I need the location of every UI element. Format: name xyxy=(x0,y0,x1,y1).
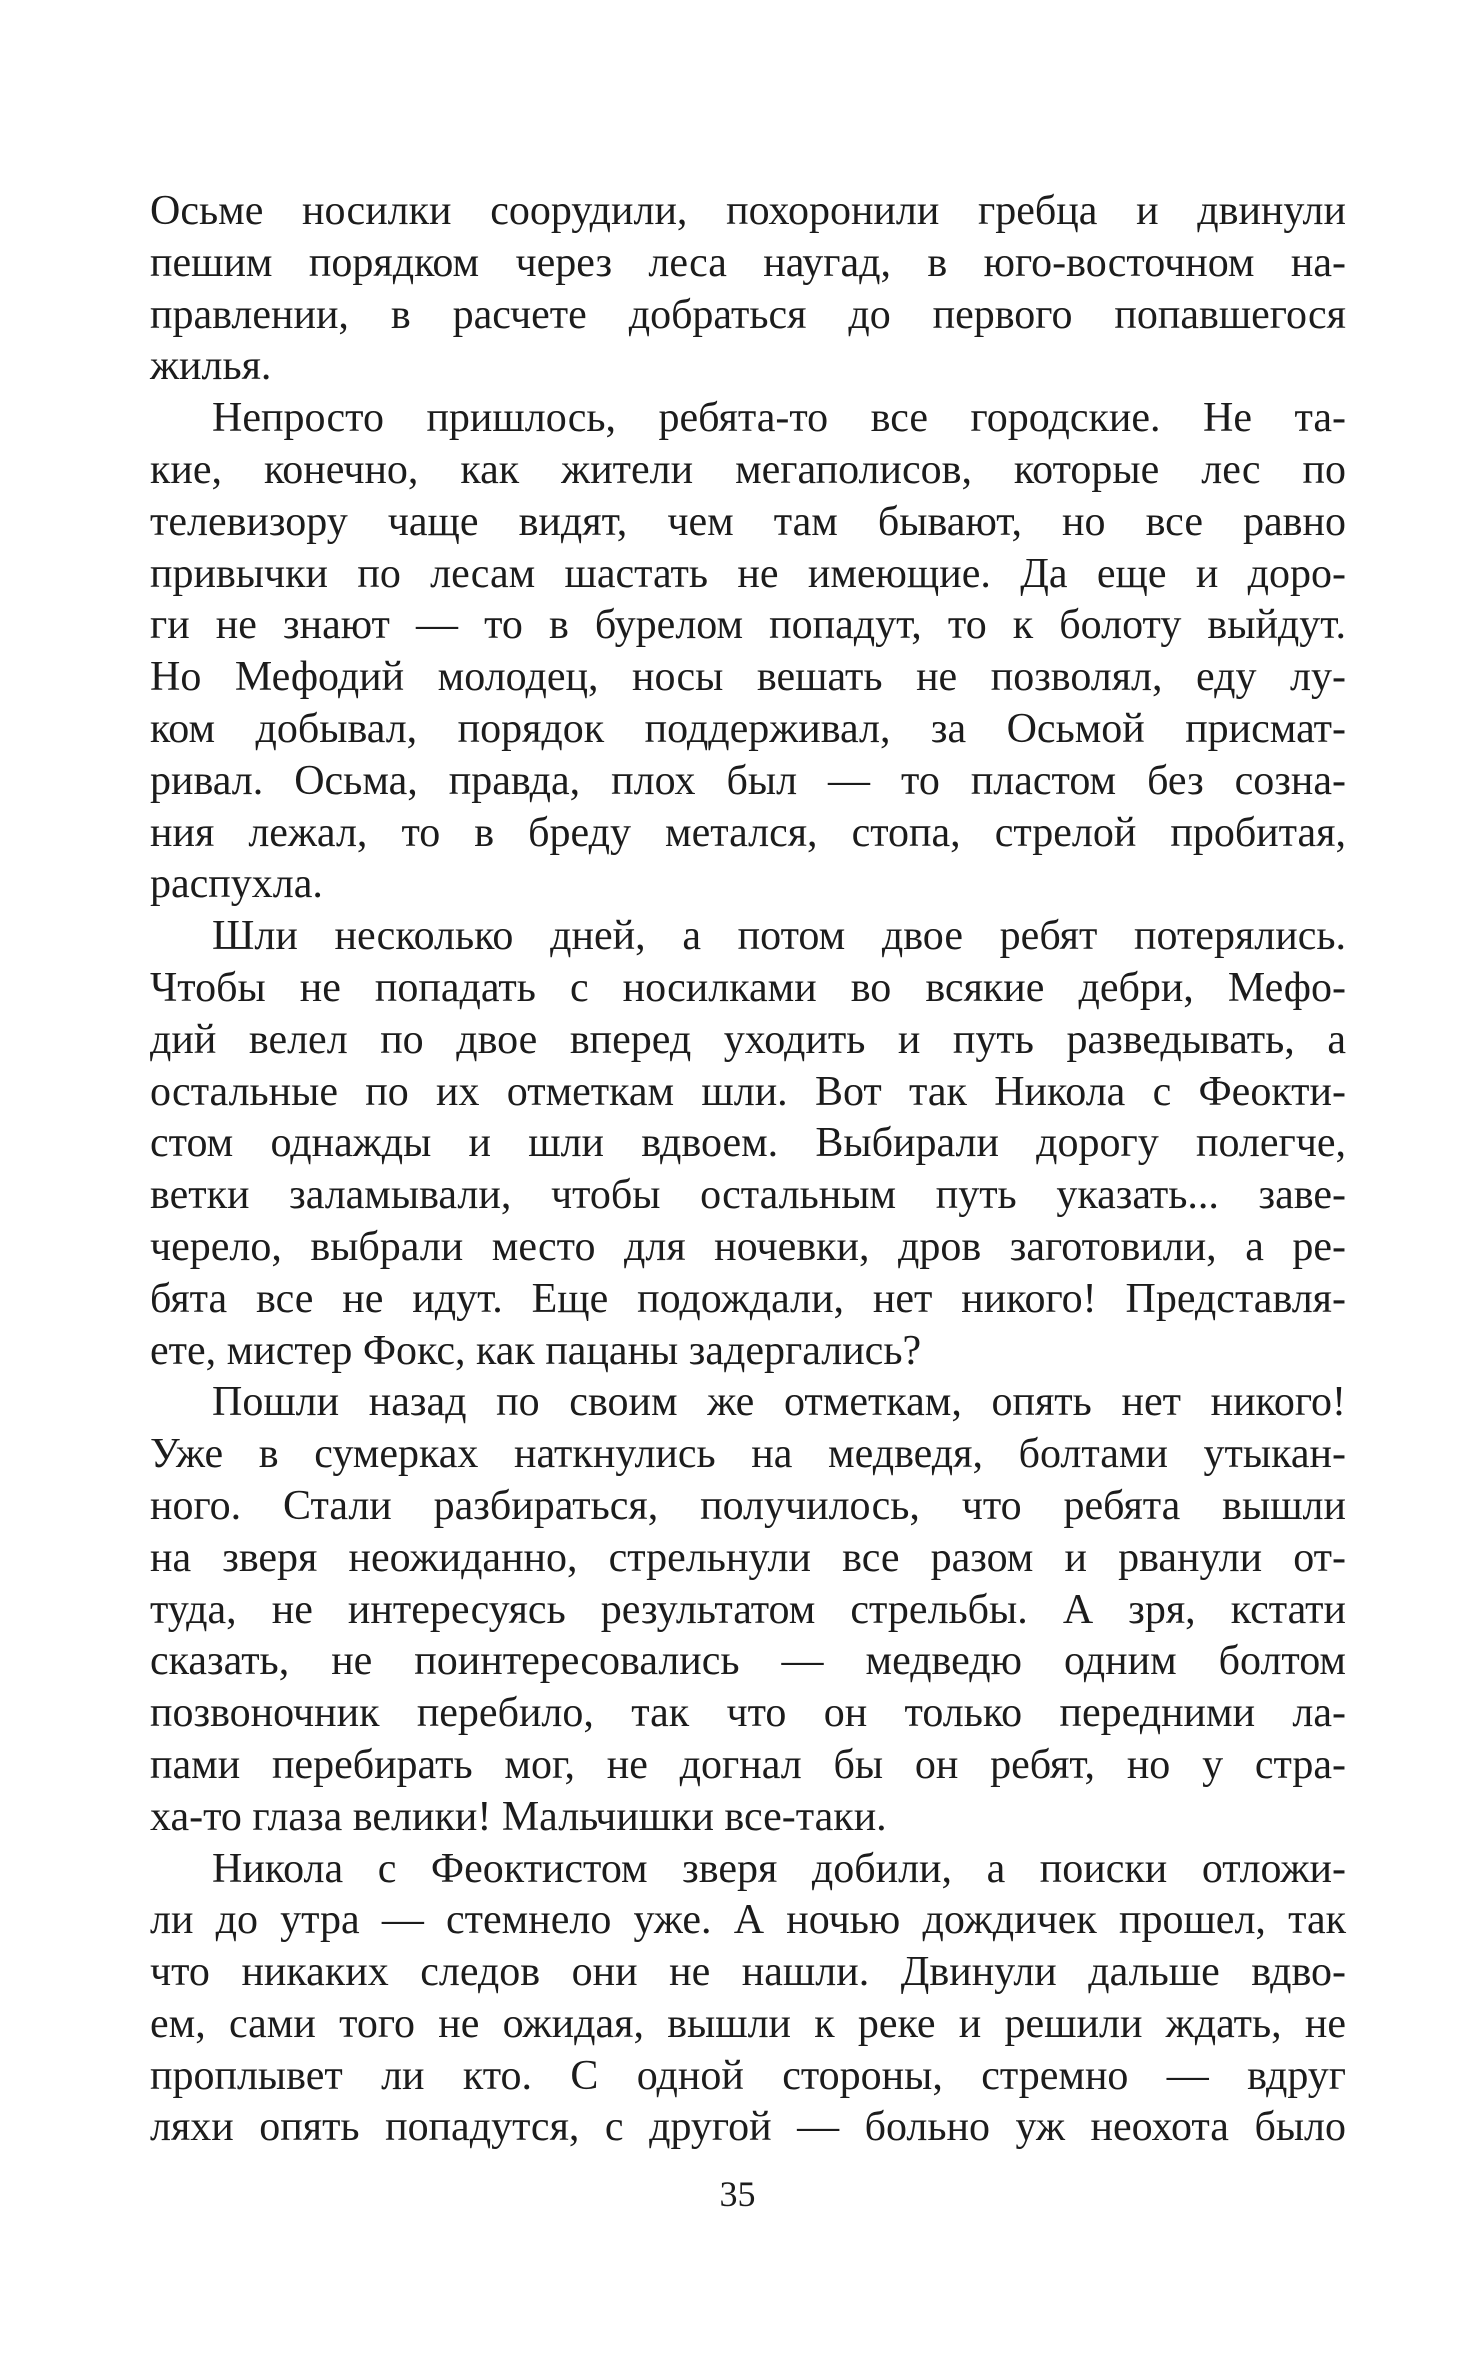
text-line: Шли несколько дней, а потом двое ребят потерялись. xyxy=(212,913,1346,960)
text-line: правлении, в расчете добраться до первого попавшегося xyxy=(150,291,1346,338)
text-line: Но Мефодий молодец, носы вешать не позволял, еду лу- xyxy=(150,654,1346,701)
text-line: что никаких следов они не нашли. Двинули дальше вдво- xyxy=(150,1949,1346,1996)
text-line: Пошли назад по своим же отметкам, опять нет никого! xyxy=(212,1379,1346,1426)
text-line: Чтобы не попадать с носилками во всякие дебри, Мефо- xyxy=(150,964,1346,1011)
text-line: ветки заламывали, чтобы остальным путь указать... заве- xyxy=(150,1172,1346,1219)
text-line: ния лежал, то в бреду метался, стопа, стрелой пробитая, xyxy=(150,809,1346,856)
page-number: 35 xyxy=(719,2174,756,2214)
text-line: ривал. Осьма, правда, плох был — то пластом без созна- xyxy=(150,757,1346,804)
text-line: на зверя неожиданно, стрельнули все разом и рванули от- xyxy=(150,1534,1346,1581)
text-line: туда, не интересуясь результатом стрельбы. А зря, кстати xyxy=(150,1586,1346,1633)
text-line: пешим порядком через леса наугад, в юго-восточном на- xyxy=(150,239,1346,286)
text-line: дий велел по двое вперед уходить и путь разведывать, а xyxy=(150,1016,1346,1063)
text-line: ем, сами того не ожидая, вышли к реке и решили ждать, не xyxy=(150,2000,1346,2047)
text-line: сказать, не поинтересовались — медведю одним болтом xyxy=(150,1638,1346,1685)
text-line: ха-то глаза велики! Мальчишки все-таки. xyxy=(150,1793,887,1840)
text-line: Непросто пришлось, ребята-то все городские. Не та- xyxy=(212,395,1346,442)
text-line: проплывет ли кто. С одной стороны, стремно — вдруг xyxy=(150,2052,1346,2099)
text-line: Осьме носилки соорудили, похоронили гребца и двинули xyxy=(150,188,1346,234)
text-line: ги не знают — то в бурелом попадут, то к болоту выйдут. xyxy=(150,602,1346,649)
text-line: черело, выбрали место для ночевки, дров заготовили, а ре- xyxy=(150,1223,1346,1270)
text-line: кие, конечно, как жители мегаполисов, которые лес по xyxy=(150,446,1346,493)
text-line: бята все не идут. Еще подождали, нет никого! Представля- xyxy=(150,1275,1346,1322)
body-text xyxy=(150,186,1346,2154)
text-line: Никола с Феоктистом зверя добили, а поиски отложи- xyxy=(212,1845,1346,1892)
text-line: распухла. xyxy=(150,861,323,908)
text-line: остальные по их отметкам шли. Вот так Никола с Феокти- xyxy=(150,1068,1346,1115)
text-line: ете, мистер Фокс, как пацаны задергались? xyxy=(150,1327,922,1374)
text-line: Уже в сумерках наткнулись на медведя, болтами утыкан- xyxy=(150,1431,1346,1478)
text-line: ного. Стали разбираться, получилось, что ребята вышли xyxy=(150,1482,1346,1529)
text-line: жилья. xyxy=(150,343,272,390)
text-line: ляхи опять попадутся, с другой — больно уж неохота было xyxy=(150,2104,1346,2151)
text-line: ли до утра — стемнело уже. А ночью дождичек прошел, так xyxy=(150,1897,1346,1944)
text-line: ком добывал, порядок поддерживал, за Осьмой присмат- xyxy=(150,705,1346,752)
text-line: телевизору чаще видят, чем там бывают, но все равно xyxy=(150,498,1346,545)
text-line: позвоночник перебило, так что он только передними ла- xyxy=(150,1690,1346,1737)
text-line: стом однажды и шли вдвоем. Выбирали дорогу полегче, xyxy=(150,1120,1346,1167)
text-line: пами перебирать мог, не догнал бы он ребят, но у стра- xyxy=(150,1741,1346,1788)
text-line: привычки по лесам шастать не имеющие. Да еще и доро- xyxy=(150,550,1346,597)
